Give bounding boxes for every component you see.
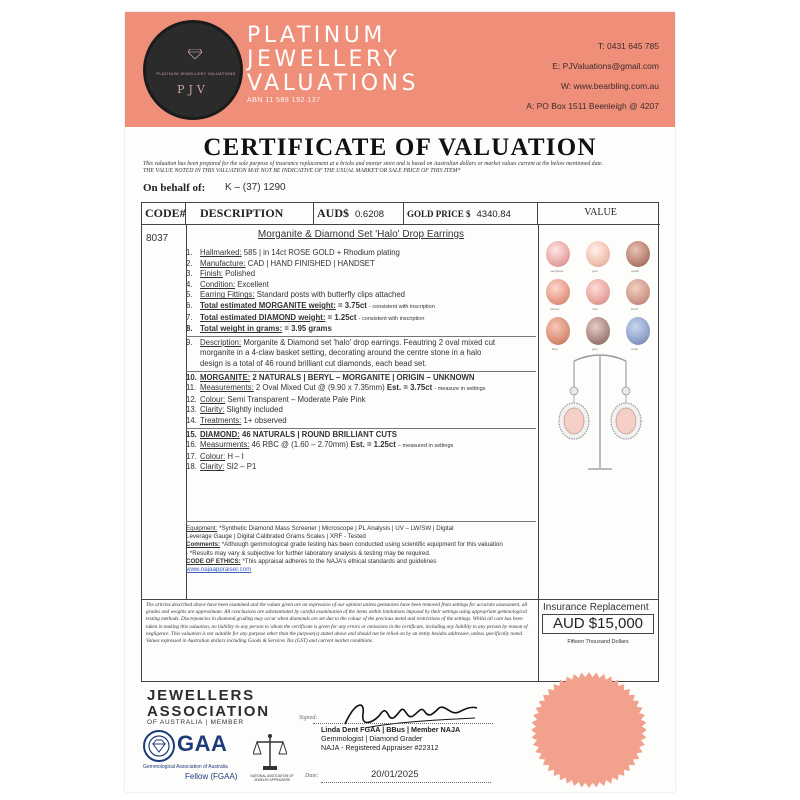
gem-label: pink: [592, 269, 598, 273]
logo-initials: PJV: [177, 83, 209, 96]
seal-stamp-icon: [529, 670, 649, 790]
brand-line: JEWELLERY: [247, 47, 401, 72]
gem-image: [626, 279, 650, 305]
gem-label: peach: [631, 269, 640, 273]
item-number: 10.: [186, 372, 197, 382]
item-code: 8037: [146, 233, 169, 244]
aud-label: AUD$: [317, 206, 349, 220]
list-item: [186, 383, 536, 395]
brand-name: [247, 24, 419, 96]
list-item: [186, 290, 536, 301]
header-code: CODE#: [142, 203, 186, 225]
list-item: [186, 301, 536, 313]
earrings-image: [554, 351, 646, 471]
list-item: [186, 371, 536, 384]
comments-label: Comments:: [186, 541, 221, 549]
signed-label: Signed:: [299, 715, 318, 721]
item-number: 1.: [186, 248, 193, 257]
gem-image: [546, 279, 570, 305]
naja-link[interactable]: www.najaappraiser.com: [186, 566, 252, 574]
fellow-designation: Fellow (FGAA): [185, 772, 238, 781]
header-gold: [404, 203, 538, 225]
line-value: 1+ observed: [243, 415, 287, 425]
line-label: Colour:: [200, 451, 226, 461]
line-note: - measure in settings: [434, 386, 486, 393]
brand-line: PLATINUM: [247, 23, 386, 48]
list-item: [186, 416, 536, 427]
equipment-label: Equipment:: [186, 525, 218, 532]
line-value: CAD | HAND FINISHED | HANDSET: [247, 258, 375, 268]
list-item: [186, 280, 536, 291]
equipment-text: *Synthetic Diamond Mass Screener | Microscope | PL Analysis | UV – LW/SW | Digital: [217, 525, 454, 532]
list-item: [186, 462, 536, 473]
gold-value: 4340.84: [476, 209, 511, 220]
signer-details: [321, 725, 460, 752]
gaa-subtitle: Gemmological Association of Australia: [143, 764, 228, 770]
comments-line: - *Results may vary & subjective for further laboratory analysis & testing may be required.: [186, 549, 431, 557]
list-item: [186, 405, 536, 416]
line-label: Finish:: [200, 269, 223, 279]
ethics-text: *This appraisal adheres to the NAJA's ethical standards and guidelines: [240, 557, 437, 565]
phone: T: 0431 645 785: [598, 41, 659, 51]
certificate-page: [125, 12, 675, 792]
gem-label: morganite: [550, 269, 564, 273]
gold-label: GOLD PRICE $: [407, 209, 471, 219]
equipment-line: [186, 525, 536, 533]
line-value: = 1.25ct: [327, 312, 357, 322]
line-label: Earring Fittings:: [200, 290, 255, 300]
description-continued: design is a total of 46 round brilliant cut diamonds, each bead set.: [200, 358, 427, 368]
item-number: 9.: [186, 337, 193, 347]
item-number: 11.: [186, 383, 197, 393]
item-number: 2.: [186, 258, 193, 268]
item-number: 17.: [186, 451, 197, 461]
signature-line: [313, 723, 493, 724]
line-estimate: Est. = 3.75ct: [386, 383, 433, 393]
line-value: 46 RBC @ (1.60 – 2.70mm): [251, 440, 349, 450]
pjv-logo: [143, 20, 243, 120]
line-value: Semi Transparent – Moderate Pale Pink: [227, 394, 366, 404]
line-note: – measured in settings: [397, 443, 454, 450]
list-item: [186, 336, 536, 349]
date-line: [321, 782, 491, 783]
ethics-label: CODE OF ETHICS:: [186, 557, 241, 565]
behalf-label: On behalf of:: [143, 182, 206, 194]
header-aud: [314, 203, 404, 225]
top-disclaimer: [143, 161, 663, 175]
equipment-section: [186, 521, 536, 574]
header-description: DESCRIPTION: [186, 203, 314, 225]
line-note: - consistent with inscription: [369, 303, 435, 310]
line-value: H – I: [227, 451, 244, 461]
gem-label: grey: [592, 347, 598, 351]
list-item: [186, 248, 536, 259]
gem-image: [546, 241, 570, 267]
signer-registration: NAJA - Registered Appraiser #22312: [321, 743, 439, 752]
insurance-words: Fifteen Thousand Dollars: [567, 639, 629, 645]
description-continued: morganite in a 4-claw basket setting, decorating around the centre stone in a halo: [200, 348, 482, 358]
item-number: 5.: [186, 290, 193, 300]
line-value: SI2 – P1: [226, 462, 257, 472]
line-value: 2 NATURALS | BERYL – MORGANITE | ORIGIN – UNKNOWN: [252, 372, 475, 382]
naja-scales-icon: [253, 732, 287, 772]
comments-line: [186, 541, 536, 549]
line-label: Total estimated DIAMOND weight:: [200, 312, 326, 322]
letterhead: [125, 12, 675, 127]
aud-value: 0.6208: [355, 209, 385, 220]
email: E: PJValuations@gmail.com: [552, 61, 659, 71]
line-value: 2 Oval Mixed Cut @ (9.90 x 7.35mm): [255, 383, 385, 393]
item-number: 8.: [186, 324, 193, 334]
contact-details: [526, 36, 659, 116]
line-value: Standard posts with butterfly clips attached: [256, 290, 406, 300]
line-label: Measurements:: [200, 383, 254, 393]
insurance-amount: AUD $15,000: [542, 614, 654, 634]
signer-name: Linda Dent FGAA | BBus | Member NAJA: [321, 725, 461, 734]
line-label: DIAMOND:: [200, 429, 240, 439]
item-number: 4.: [186, 279, 193, 289]
gem-image: [586, 241, 610, 267]
gem-image: [626, 241, 650, 267]
line-label: Hallmarked:: [200, 248, 242, 257]
abn-number: ABN 11 588 192 137: [247, 97, 321, 104]
line-value: Polished: [225, 269, 256, 279]
line-value: = 3.75ct: [338, 300, 367, 310]
line-label: Treatments:: [200, 415, 242, 425]
gem-label: blue: [552, 347, 558, 351]
signer-title: Gemmologist | Diamond Grader: [321, 734, 423, 743]
line-estimate: Est. = 1.25ct: [350, 440, 396, 450]
list-item: [186, 269, 536, 280]
disclaimer-line: THE VALUE NOTED IN THIS VALUATION MAY NOT BE INDICATIVE OF THE USUAL MARKET OR SALE PRICE OF THIS ITEM*: [143, 168, 461, 174]
item-number: 7.: [186, 312, 193, 322]
line-label: Description:: [200, 337, 242, 347]
gem-image: [546, 317, 570, 345]
valuation-table: [141, 202, 659, 600]
list-item: [186, 259, 536, 270]
gem-label: violet: [631, 347, 639, 351]
website: W: www.bearbling.com.au: [560, 81, 659, 91]
header-value: VALUE: [538, 203, 660, 225]
date-value: 20/01/2025: [371, 769, 419, 780]
gaa-logo-text: GAA: [177, 731, 228, 756]
list-item: [186, 395, 536, 406]
logo-line: JEWELLERS: [147, 687, 255, 704]
line-value: Morganite & Diamond set 'halo' drop earrings. Feautring 2 oval mixed cut: [243, 337, 496, 347]
line-label: Total estimated MORGANITE weight:: [200, 300, 336, 310]
item-title: Morganite & Diamond Set 'Halo' Drop Earrings: [257, 229, 465, 240]
jewellers-subtitle: OF AUSTRALIA | MEMBER: [147, 719, 244, 726]
bottom-disclaimer: The articles described above have been examined and the values given are an expression of our opinion unless gemstones have been removed from settings for accurate assessment, all grades and weights are approximate. All conclusions are substantiated by careful examination of the items within limitations imposed by their settings using appropriate gemmological testing methods. Discrepancies in diamond grading may occur when diamonds are set due to the colour of the precious metal and restrictions of the settings. Whilst all care has been taken in making this valuation, no liability to any person to whom the certificate is given for any errors or omissions in the certificate, including any liability to any person by reason of negligence. This valuation is not suitable for any purpose other than the purpose(s) stated above and should not be relied on by an entity besides addressee, unless specifically noted. Values expressed in Australian dollars including Goods & Services Tax (GST) and current market conditions.: [146, 602, 528, 645]
line-label: Total weight in grams:: [200, 324, 283, 334]
logo-caption: PLATINUM JEWELLERY VALUATIONS: [156, 71, 236, 76]
item-number: 16.: [186, 440, 197, 450]
item-number: 18.: [186, 462, 197, 472]
list-item: [186, 428, 536, 441]
disclaimer-line: This valuation has been prepared for the sole purpose of insurance replacement at a bricks and mortar store and is based on Australian dollars or market values current at the below mentioned date.: [143, 161, 604, 167]
gem-image: [626, 317, 650, 345]
naja-subtitle: NATIONAL ASSOCIATION OF JEWELRY APPRAISERS: [250, 774, 294, 782]
line-value: Excellent: [237, 279, 269, 289]
behalf-value: K – (37) 1290: [225, 182, 286, 193]
line-label: Measurments:: [200, 440, 250, 450]
gem-image: [586, 279, 610, 305]
brand-line: VALUATIONS: [247, 71, 419, 96]
gem-label: rose: [592, 307, 598, 311]
address: A: PO Box 1511 Beenleigh @ 4207: [526, 101, 659, 111]
line-label: MORGANITE:: [200, 372, 251, 382]
ethics-line: [186, 558, 536, 566]
list-item: [186, 440, 536, 452]
line-value: = 3.95 grams: [284, 324, 332, 334]
line-label: Clarity:: [200, 405, 225, 415]
item-number: 13.: [186, 405, 197, 415]
list-item: [186, 452, 536, 463]
item-number: 6.: [186, 300, 193, 310]
line-label: Condition:: [200, 279, 236, 289]
jewellers-association-logo: [147, 688, 270, 720]
column-divider: [538, 225, 539, 599]
gem-label: salmon: [550, 307, 560, 311]
gem-image: [586, 317, 610, 345]
line-label: Colour:: [200, 394, 226, 404]
item-description: [186, 225, 536, 473]
certificate-title: CERTIFICATE OF VALUATION: [203, 134, 597, 161]
diamond-icon: [188, 49, 202, 59]
item-number: 12.: [186, 394, 197, 404]
line-value: 585 | in 14ct ROSE GOLD + Rhodium plating: [243, 248, 400, 257]
date-label: Date:: [305, 773, 319, 779]
line-value: 46 NATURALS | ROUND BRILLIANT CUTS: [242, 429, 397, 439]
gem-label: blush: [631, 307, 639, 311]
line-label: Manufacture:: [200, 258, 246, 268]
list-item: [186, 324, 536, 335]
logo-line: ASSOCIATION: [147, 703, 270, 720]
item-number: 14.: [186, 415, 197, 425]
line-label: Clarity:: [200, 462, 225, 472]
list-item: [186, 313, 536, 325]
insurance-label: Insurance Replacement: [543, 602, 649, 613]
item-number: 15.: [186, 429, 197, 439]
line-note: - consistent with inscription: [358, 315, 425, 322]
equipment-line: Leverage Gauge | Digital Calibrated Grams Scales | XRF - Tested: [186, 533, 366, 541]
gaa-emblem-icon: [143, 730, 175, 762]
comments-text: *Although gemmological grade testing has been conducted using scientific equipment for this valuation: [220, 541, 503, 549]
line-value: Slightly included: [226, 405, 283, 415]
item-number: 3.: [186, 269, 193, 279]
